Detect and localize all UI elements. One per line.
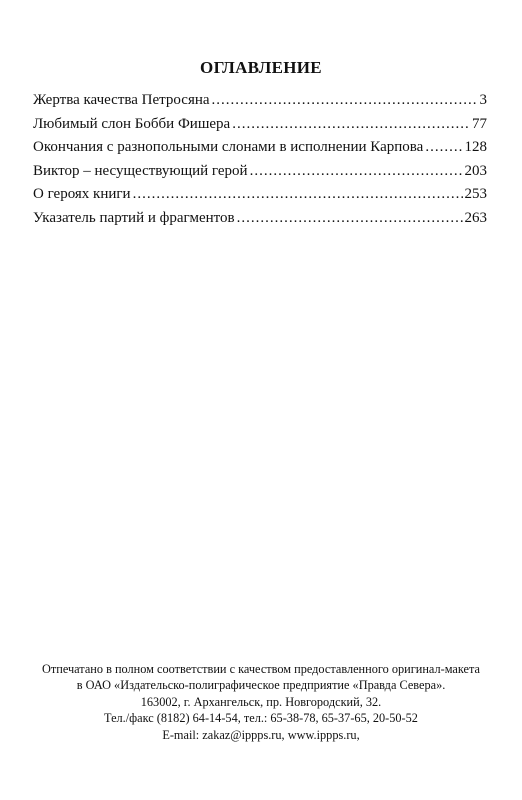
toc-leader-dots — [133, 186, 463, 203]
imprint-line: Тел./факс (8182) 64-14-54, тел.: 65-38-78, 65-37-65, 20-50-52 — [104, 711, 418, 726]
toc-entry-title: Окончания с разнопольными слонами в исполнении Карпова — [33, 139, 424, 156]
toc-leader-dots — [212, 92, 478, 109]
toc-entry-title: Указатель партий и фрагментов — [33, 209, 235, 226]
toc-entry — [33, 116, 487, 140]
toc-leader-dots — [425, 139, 462, 156]
imprint-line: в ОАО «Издательско-полиграфическое предприятие «Правда Севера». — [76, 678, 446, 693]
toc-entry — [33, 139, 487, 163]
imprint-line: 163002, г. Архангельск, пр. Новгородский, 32. — [140, 694, 382, 709]
toc-entry-page: 203 — [464, 162, 487, 179]
toc-entry-title: Жертва качества Петросяна — [33, 92, 210, 108]
toc-entry-page: 77 — [472, 115, 487, 132]
toc-leader-dots — [237, 210, 463, 227]
printer-imprint — [0, 661, 522, 743]
toc-entry-page: 128 — [464, 139, 487, 156]
imprint-line: E-mail: zakaz@ippps.ru, www.ippps.ru, — [162, 727, 360, 742]
toc-entry-page: 3 — [479, 92, 487, 108]
toc-entry — [33, 163, 487, 187]
toc-entry-page: 253 — [464, 186, 487, 203]
toc-entry-title: Виктор – несуществующий герой — [33, 162, 248, 179]
toc-entry-title: О героях книги — [33, 186, 131, 203]
toc-entry — [33, 186, 487, 210]
toc-entry — [33, 210, 487, 234]
toc-leader-dots — [232, 116, 470, 133]
toc-entry-page: 263 — [464, 209, 487, 226]
toc-entry — [33, 92, 487, 116]
toc-heading: ОГЛАВЛЕНИЕ — [200, 58, 322, 77]
toc-entry-title: Любимый слон Бобби Фишера — [33, 115, 231, 132]
toc-leader-dots — [250, 163, 463, 180]
imprint-line: Отпечатано в полном соответствии с качеством предоставленного оригинал-макета — [42, 662, 480, 676]
toc-list — [33, 92, 487, 234]
